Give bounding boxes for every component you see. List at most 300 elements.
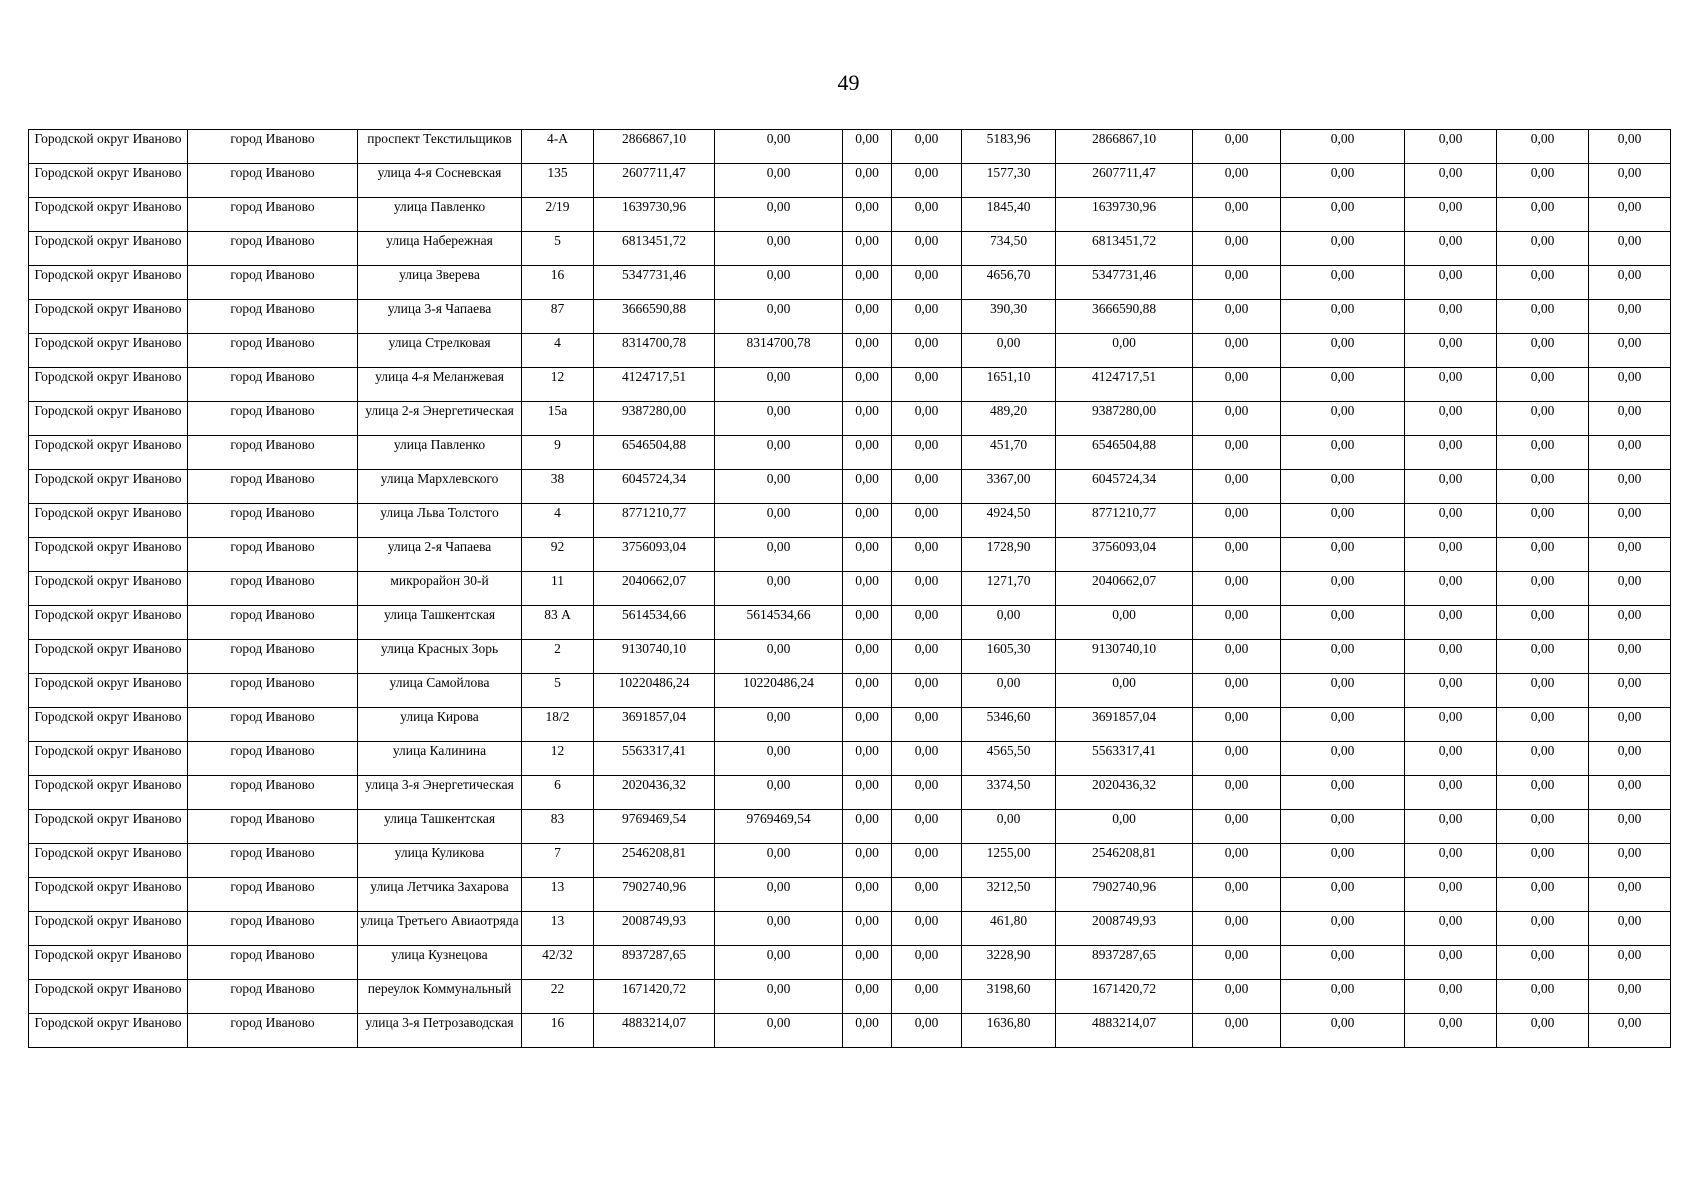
- cost-col-9-cell: 0,00: [1405, 266, 1497, 300]
- street-cell: улица Павленко: [358, 198, 522, 232]
- total-cost-cell: 9769469,54: [594, 810, 715, 844]
- municipality-cell: Городской округ Иваново: [29, 538, 188, 572]
- municipality-cell: Городской округ Иваново: [29, 470, 188, 504]
- cost-col-6-cell: 9130740,10: [1056, 640, 1193, 674]
- cost-col-6-cell: 0,00: [1056, 606, 1193, 640]
- cost-col-11-cell: 0,00: [1589, 912, 1671, 946]
- municipality-cell: Городской округ Иваново: [29, 436, 188, 470]
- cost-col-7-cell: 0,00: [1193, 538, 1281, 572]
- cost-col-11-cell: 0,00: [1589, 436, 1671, 470]
- cost-col-2-cell: 0,00: [715, 538, 843, 572]
- municipality-cell: Городской округ Иваново: [29, 708, 188, 742]
- cost-col-6-cell: 2866867,10: [1056, 130, 1193, 164]
- total-cost-cell: 9387280,00: [594, 402, 715, 436]
- cost-col-4-cell: 0,00: [892, 300, 962, 334]
- cost-col-7-cell: 0,00: [1193, 946, 1281, 980]
- street-cell: улица Льва Толстого: [358, 504, 522, 538]
- cost-col-8-cell: 0,00: [1281, 402, 1405, 436]
- settlement-cell: город Иваново: [188, 946, 358, 980]
- cost-col-10-cell: 0,00: [1497, 572, 1589, 606]
- house-number-cell: 87: [522, 300, 594, 334]
- cost-col-7-cell: 0,00: [1193, 300, 1281, 334]
- total-cost-cell: 3666590,88: [594, 300, 715, 334]
- cost-col-9-cell: 0,00: [1405, 946, 1497, 980]
- table-row: [29, 470, 1671, 504]
- cost-col-8-cell: 0,00: [1281, 742, 1405, 776]
- table-row: [29, 300, 1671, 334]
- house-number-cell: 12: [522, 368, 594, 402]
- cost-col-8-cell: 0,00: [1281, 198, 1405, 232]
- cost-col-7-cell: 0,00: [1193, 912, 1281, 946]
- cost-col-9-cell: 0,00: [1405, 708, 1497, 742]
- cost-col-7-cell: 0,00: [1193, 402, 1281, 436]
- cost-col-10-cell: 0,00: [1497, 912, 1589, 946]
- municipality-cell: Городской округ Иваново: [29, 402, 188, 436]
- street-cell: улица 2-я Энергетическая: [358, 402, 522, 436]
- cost-col-2-cell: 0,00: [715, 980, 843, 1014]
- settlement-cell: город Иваново: [188, 198, 358, 232]
- cost-col-7-cell: 0,00: [1193, 164, 1281, 198]
- house-number-cell: 38: [522, 470, 594, 504]
- cost-col-3-cell: 0,00: [843, 470, 892, 504]
- street-cell: улица 3-я Чапаева: [358, 300, 522, 334]
- street-cell: улица Кузнецова: [358, 946, 522, 980]
- cost-col-6-cell: 6813451,72: [1056, 232, 1193, 266]
- municipality-cell: Городской округ Иваново: [29, 674, 188, 708]
- cost-col-4-cell: 0,00: [892, 742, 962, 776]
- cost-col-11-cell: 0,00: [1589, 402, 1671, 436]
- area-cell: 1728,90: [962, 538, 1056, 572]
- cost-col-7-cell: 0,00: [1193, 198, 1281, 232]
- cost-col-11-cell: 0,00: [1589, 810, 1671, 844]
- cost-col-9-cell: 0,00: [1405, 572, 1497, 606]
- cost-col-3-cell: 0,00: [843, 198, 892, 232]
- cost-col-4-cell: 0,00: [892, 980, 962, 1014]
- municipality-cell: Городской округ Иваново: [29, 980, 188, 1014]
- cost-col-9-cell: 0,00: [1405, 980, 1497, 1014]
- table-row: [29, 980, 1671, 1014]
- cost-col-3-cell: 0,00: [843, 130, 892, 164]
- cost-col-4-cell: 0,00: [892, 810, 962, 844]
- area-cell: 4565,50: [962, 742, 1056, 776]
- cost-col-2-cell: 0,00: [715, 232, 843, 266]
- cost-col-9-cell: 0,00: [1405, 436, 1497, 470]
- cost-col-3-cell: 0,00: [843, 1014, 892, 1048]
- cost-col-8-cell: 0,00: [1281, 878, 1405, 912]
- cost-col-10-cell: 0,00: [1497, 1014, 1589, 1048]
- cost-col-10-cell: 0,00: [1497, 674, 1589, 708]
- street-cell: улица Ташкентская: [358, 810, 522, 844]
- cost-col-10-cell: 0,00: [1497, 470, 1589, 504]
- cost-col-4-cell: 0,00: [892, 912, 962, 946]
- settlement-cell: город Иваново: [188, 436, 358, 470]
- house-number-cell: 2: [522, 640, 594, 674]
- cost-col-9-cell: 0,00: [1405, 470, 1497, 504]
- cost-col-3-cell: 0,00: [843, 878, 892, 912]
- municipality-cell: Городской округ Иваново: [29, 300, 188, 334]
- area-cell: 0,00: [962, 674, 1056, 708]
- cost-col-11-cell: 0,00: [1589, 1014, 1671, 1048]
- cost-col-9-cell: 0,00: [1405, 130, 1497, 164]
- cost-col-6-cell: 1639730,96: [1056, 198, 1193, 232]
- cost-col-2-cell: 0,00: [715, 436, 843, 470]
- settlement-cell: город Иваново: [188, 810, 358, 844]
- cost-col-7-cell: 0,00: [1193, 504, 1281, 538]
- table-row: [29, 130, 1671, 164]
- settlement-cell: город Иваново: [188, 640, 358, 674]
- cost-col-11-cell: 0,00: [1589, 878, 1671, 912]
- municipality-cell: Городской округ Иваново: [29, 504, 188, 538]
- area-cell: 0,00: [962, 334, 1056, 368]
- cost-col-6-cell: 8771210,77: [1056, 504, 1193, 538]
- cost-col-8-cell: 0,00: [1281, 232, 1405, 266]
- total-cost-cell: 7902740,96: [594, 878, 715, 912]
- total-cost-cell: 1671420,72: [594, 980, 715, 1014]
- settlement-cell: город Иваново: [188, 368, 358, 402]
- cost-col-2-cell: 10220486,24: [715, 674, 843, 708]
- cost-col-11-cell: 0,00: [1589, 198, 1671, 232]
- table-row: [29, 368, 1671, 402]
- street-cell: микрорайон 30-й: [358, 572, 522, 606]
- page-number: 49: [837, 70, 860, 95]
- cost-col-6-cell: 3756093,04: [1056, 538, 1193, 572]
- cost-col-8-cell: 0,00: [1281, 538, 1405, 572]
- cost-col-4-cell: 0,00: [892, 470, 962, 504]
- total-cost-cell: 4883214,07: [594, 1014, 715, 1048]
- cost-col-8-cell: 0,00: [1281, 1014, 1405, 1048]
- cost-col-3-cell: 0,00: [843, 300, 892, 334]
- total-cost-cell: 5614534,66: [594, 606, 715, 640]
- cost-col-11-cell: 0,00: [1589, 572, 1671, 606]
- cost-col-4-cell: 0,00: [892, 436, 962, 470]
- house-number-cell: 15а: [522, 402, 594, 436]
- cost-col-11-cell: 0,00: [1589, 300, 1671, 334]
- street-cell: улица 4-я Сосневская: [358, 164, 522, 198]
- cost-col-8-cell: 0,00: [1281, 266, 1405, 300]
- table-row: [29, 538, 1671, 572]
- cost-col-10-cell: 0,00: [1497, 606, 1589, 640]
- cost-col-8-cell: 0,00: [1281, 164, 1405, 198]
- house-number-cell: 4: [522, 334, 594, 368]
- total-cost-cell: 2866867,10: [594, 130, 715, 164]
- settlement-cell: город Иваново: [188, 776, 358, 810]
- cost-col-3-cell: 0,00: [843, 436, 892, 470]
- total-cost-cell: 5563317,41: [594, 742, 715, 776]
- cost-col-6-cell: 5347731,46: [1056, 266, 1193, 300]
- table-row: [29, 640, 1671, 674]
- cost-col-10-cell: 0,00: [1497, 266, 1589, 300]
- area-cell: 1845,40: [962, 198, 1056, 232]
- cost-col-8-cell: 0,00: [1281, 640, 1405, 674]
- table-row: [29, 436, 1671, 470]
- cost-col-8-cell: 0,00: [1281, 300, 1405, 334]
- cost-col-3-cell: 0,00: [843, 538, 892, 572]
- street-cell: переулок Коммунальный: [358, 980, 522, 1014]
- cost-col-3-cell: 0,00: [843, 572, 892, 606]
- street-cell: улица Калинина: [358, 742, 522, 776]
- cost-col-8-cell: 0,00: [1281, 572, 1405, 606]
- house-number-cell: 92: [522, 538, 594, 572]
- cost-col-2-cell: 0,00: [715, 130, 843, 164]
- municipality-cell: Городской округ Иваново: [29, 164, 188, 198]
- municipality-cell: Городской округ Иваново: [29, 946, 188, 980]
- area-cell: 1577,30: [962, 164, 1056, 198]
- cost-col-7-cell: 0,00: [1193, 810, 1281, 844]
- street-cell: проспект Текстильщиков: [358, 130, 522, 164]
- cost-col-10-cell: 0,00: [1497, 980, 1589, 1014]
- table-row: [29, 504, 1671, 538]
- total-cost-cell: 3691857,04: [594, 708, 715, 742]
- cost-col-9-cell: 0,00: [1405, 164, 1497, 198]
- cost-col-7-cell: 0,00: [1193, 266, 1281, 300]
- cost-col-2-cell: 0,00: [715, 878, 843, 912]
- table-row: [29, 742, 1671, 776]
- settlement-cell: город Иваново: [188, 674, 358, 708]
- settlement-cell: город Иваново: [188, 742, 358, 776]
- cost-col-11-cell: 0,00: [1589, 538, 1671, 572]
- cost-col-2-cell: 8314700,78: [715, 334, 843, 368]
- cost-col-6-cell: 1671420,72: [1056, 980, 1193, 1014]
- house-number-cell: 83: [522, 810, 594, 844]
- area-cell: 5346,60: [962, 708, 1056, 742]
- cost-col-4-cell: 0,00: [892, 776, 962, 810]
- cost-col-10-cell: 0,00: [1497, 878, 1589, 912]
- area-cell: 1255,00: [962, 844, 1056, 878]
- street-cell: улица Набережная: [358, 232, 522, 266]
- cost-col-7-cell: 0,00: [1193, 844, 1281, 878]
- cost-col-9-cell: 0,00: [1405, 606, 1497, 640]
- street-cell: улица 3-я Петрозаводская: [358, 1014, 522, 1048]
- cost-col-11-cell: 0,00: [1589, 742, 1671, 776]
- cost-col-9-cell: 0,00: [1405, 198, 1497, 232]
- area-cell: 489,20: [962, 402, 1056, 436]
- street-cell: улица Мархлевского: [358, 470, 522, 504]
- table-row: [29, 606, 1671, 640]
- cost-col-9-cell: 0,00: [1405, 674, 1497, 708]
- cost-col-3-cell: 0,00: [843, 708, 892, 742]
- street-cell: улица Летчика Захарова: [358, 878, 522, 912]
- cost-col-3-cell: 0,00: [843, 946, 892, 980]
- cost-col-11-cell: 0,00: [1589, 776, 1671, 810]
- cost-col-4-cell: 0,00: [892, 674, 962, 708]
- settlement-cell: город Иваново: [188, 504, 358, 538]
- house-number-cell: 6: [522, 776, 594, 810]
- table-row: [29, 1014, 1671, 1048]
- cost-col-2-cell: 0,00: [715, 266, 843, 300]
- cost-col-7-cell: 0,00: [1193, 470, 1281, 504]
- cost-col-2-cell: 0,00: [715, 402, 843, 436]
- cost-col-8-cell: 0,00: [1281, 708, 1405, 742]
- cost-col-4-cell: 0,00: [892, 708, 962, 742]
- cost-col-2-cell: 0,00: [715, 640, 843, 674]
- cost-col-9-cell: 0,00: [1405, 538, 1497, 572]
- cost-col-2-cell: 0,00: [715, 300, 843, 334]
- total-cost-cell: 6045724,34: [594, 470, 715, 504]
- house-number-cell: 9: [522, 436, 594, 470]
- area-cell: 4656,70: [962, 266, 1056, 300]
- total-cost-cell: 8937287,65: [594, 946, 715, 980]
- cost-col-11-cell: 0,00: [1589, 470, 1671, 504]
- cost-col-9-cell: 0,00: [1405, 1014, 1497, 1048]
- cost-col-7-cell: 0,00: [1193, 572, 1281, 606]
- cost-col-8-cell: 0,00: [1281, 504, 1405, 538]
- table-row: [29, 674, 1671, 708]
- cost-col-6-cell: 2546208,81: [1056, 844, 1193, 878]
- total-cost-cell: 9130740,10: [594, 640, 715, 674]
- cost-col-11-cell: 0,00: [1589, 980, 1671, 1014]
- cost-col-4-cell: 0,00: [892, 130, 962, 164]
- settlement-cell: город Иваново: [188, 232, 358, 266]
- cost-col-11-cell: 0,00: [1589, 368, 1671, 402]
- cost-col-8-cell: 0,00: [1281, 844, 1405, 878]
- total-cost-cell: 8771210,77: [594, 504, 715, 538]
- table-row: [29, 810, 1671, 844]
- cost-col-2-cell: 0,00: [715, 776, 843, 810]
- cost-col-4-cell: 0,00: [892, 606, 962, 640]
- municipality-cell: Городской округ Иваново: [29, 266, 188, 300]
- housing-registry-table: [28, 129, 1671, 1048]
- cost-col-3-cell: 0,00: [843, 810, 892, 844]
- table-row: [29, 776, 1671, 810]
- cost-col-6-cell: 8937287,65: [1056, 946, 1193, 980]
- table-row: [29, 708, 1671, 742]
- settlement-cell: город Иваново: [188, 334, 358, 368]
- cost-col-3-cell: 0,00: [843, 640, 892, 674]
- table-row: [29, 844, 1671, 878]
- cost-col-9-cell: 0,00: [1405, 334, 1497, 368]
- cost-col-8-cell: 0,00: [1281, 946, 1405, 980]
- table-row: [29, 912, 1671, 946]
- street-cell: улица Кирова: [358, 708, 522, 742]
- municipality-cell: Городской округ Иваново: [29, 130, 188, 164]
- table-row: [29, 402, 1671, 436]
- cost-col-9-cell: 0,00: [1405, 402, 1497, 436]
- cost-col-2-cell: 0,00: [715, 198, 843, 232]
- area-cell: 1651,10: [962, 368, 1056, 402]
- cost-col-9-cell: 0,00: [1405, 742, 1497, 776]
- cost-col-9-cell: 0,00: [1405, 912, 1497, 946]
- area-cell: 3367,00: [962, 470, 1056, 504]
- cost-col-6-cell: 2607711,47: [1056, 164, 1193, 198]
- cost-col-8-cell: 0,00: [1281, 912, 1405, 946]
- settlement-cell: город Иваново: [188, 878, 358, 912]
- cost-col-3-cell: 0,00: [843, 504, 892, 538]
- table-body: [29, 130, 1671, 1048]
- street-cell: улица 2-я Чапаева: [358, 538, 522, 572]
- cost-col-10-cell: 0,00: [1497, 504, 1589, 538]
- cost-col-2-cell: 0,00: [715, 572, 843, 606]
- house-number-cell: 7: [522, 844, 594, 878]
- cost-col-6-cell: 9387280,00: [1056, 402, 1193, 436]
- cost-col-4-cell: 0,00: [892, 368, 962, 402]
- cost-col-3-cell: 0,00: [843, 912, 892, 946]
- cost-col-11-cell: 0,00: [1589, 334, 1671, 368]
- cost-col-6-cell: 0,00: [1056, 334, 1193, 368]
- total-cost-cell: 6546504,88: [594, 436, 715, 470]
- table-row: [29, 334, 1671, 368]
- cost-col-4-cell: 0,00: [892, 572, 962, 606]
- cost-col-4-cell: 0,00: [892, 402, 962, 436]
- cost-col-4-cell: 0,00: [892, 198, 962, 232]
- cost-col-3-cell: 0,00: [843, 980, 892, 1014]
- table-row: [29, 198, 1671, 232]
- area-cell: 0,00: [962, 606, 1056, 640]
- settlement-cell: город Иваново: [188, 266, 358, 300]
- area-cell: 3198,60: [962, 980, 1056, 1014]
- area-cell: 4924,50: [962, 504, 1056, 538]
- cost-col-4-cell: 0,00: [892, 504, 962, 538]
- cost-col-9-cell: 0,00: [1405, 300, 1497, 334]
- cost-col-3-cell: 0,00: [843, 844, 892, 878]
- house-number-cell: 22: [522, 980, 594, 1014]
- settlement-cell: город Иваново: [188, 130, 358, 164]
- cost-col-2-cell: 0,00: [715, 470, 843, 504]
- street-cell: улица 4-я Меланжевая: [358, 368, 522, 402]
- settlement-cell: город Иваново: [188, 844, 358, 878]
- municipality-cell: Городской округ Иваново: [29, 742, 188, 776]
- municipality-cell: Городской округ Иваново: [29, 606, 188, 640]
- area-cell: 1271,70: [962, 572, 1056, 606]
- cost-col-6-cell: 3691857,04: [1056, 708, 1193, 742]
- total-cost-cell: 1639730,96: [594, 198, 715, 232]
- cost-col-10-cell: 0,00: [1497, 538, 1589, 572]
- cost-col-8-cell: 0,00: [1281, 776, 1405, 810]
- cost-col-4-cell: 0,00: [892, 164, 962, 198]
- cost-col-9-cell: 0,00: [1405, 504, 1497, 538]
- cost-col-2-cell: 9769469,54: [715, 810, 843, 844]
- cost-col-4-cell: 0,00: [892, 878, 962, 912]
- cost-col-2-cell: 0,00: [715, 1014, 843, 1048]
- cost-col-2-cell: 0,00: [715, 504, 843, 538]
- cost-col-9-cell: 0,00: [1405, 776, 1497, 810]
- house-number-cell: 5: [522, 232, 594, 266]
- area-cell: 1605,30: [962, 640, 1056, 674]
- municipality-cell: Городской округ Иваново: [29, 198, 188, 232]
- cost-col-8-cell: 0,00: [1281, 674, 1405, 708]
- cost-col-7-cell: 0,00: [1193, 1014, 1281, 1048]
- area-cell: 3228,90: [962, 946, 1056, 980]
- settlement-cell: город Иваново: [188, 470, 358, 504]
- cost-col-11-cell: 0,00: [1589, 130, 1671, 164]
- cost-col-2-cell: 0,00: [715, 164, 843, 198]
- table-row: [29, 572, 1671, 606]
- cost-col-4-cell: 0,00: [892, 640, 962, 674]
- cost-col-11-cell: 0,00: [1589, 946, 1671, 980]
- cost-col-9-cell: 0,00: [1405, 368, 1497, 402]
- cost-col-10-cell: 0,00: [1497, 130, 1589, 164]
- total-cost-cell: 6813451,72: [594, 232, 715, 266]
- cost-col-8-cell: 0,00: [1281, 980, 1405, 1014]
- settlement-cell: город Иваново: [188, 708, 358, 742]
- cost-col-10-cell: 0,00: [1497, 844, 1589, 878]
- total-cost-cell: 10220486,24: [594, 674, 715, 708]
- cost-col-7-cell: 0,00: [1193, 674, 1281, 708]
- house-number-cell: 5: [522, 674, 594, 708]
- cost-col-8-cell: 0,00: [1281, 470, 1405, 504]
- municipality-cell: Городской округ Иваново: [29, 810, 188, 844]
- cost-col-7-cell: 0,00: [1193, 334, 1281, 368]
- cost-col-2-cell: 0,00: [715, 368, 843, 402]
- total-cost-cell: 2607711,47: [594, 164, 715, 198]
- cost-col-11-cell: 0,00: [1589, 640, 1671, 674]
- total-cost-cell: 2546208,81: [594, 844, 715, 878]
- cost-col-10-cell: 0,00: [1497, 436, 1589, 470]
- cost-col-6-cell: 3666590,88: [1056, 300, 1193, 334]
- house-number-cell: 18/2: [522, 708, 594, 742]
- area-cell: 3374,50: [962, 776, 1056, 810]
- cost-col-7-cell: 0,00: [1193, 980, 1281, 1014]
- cost-col-10-cell: 0,00: [1497, 368, 1589, 402]
